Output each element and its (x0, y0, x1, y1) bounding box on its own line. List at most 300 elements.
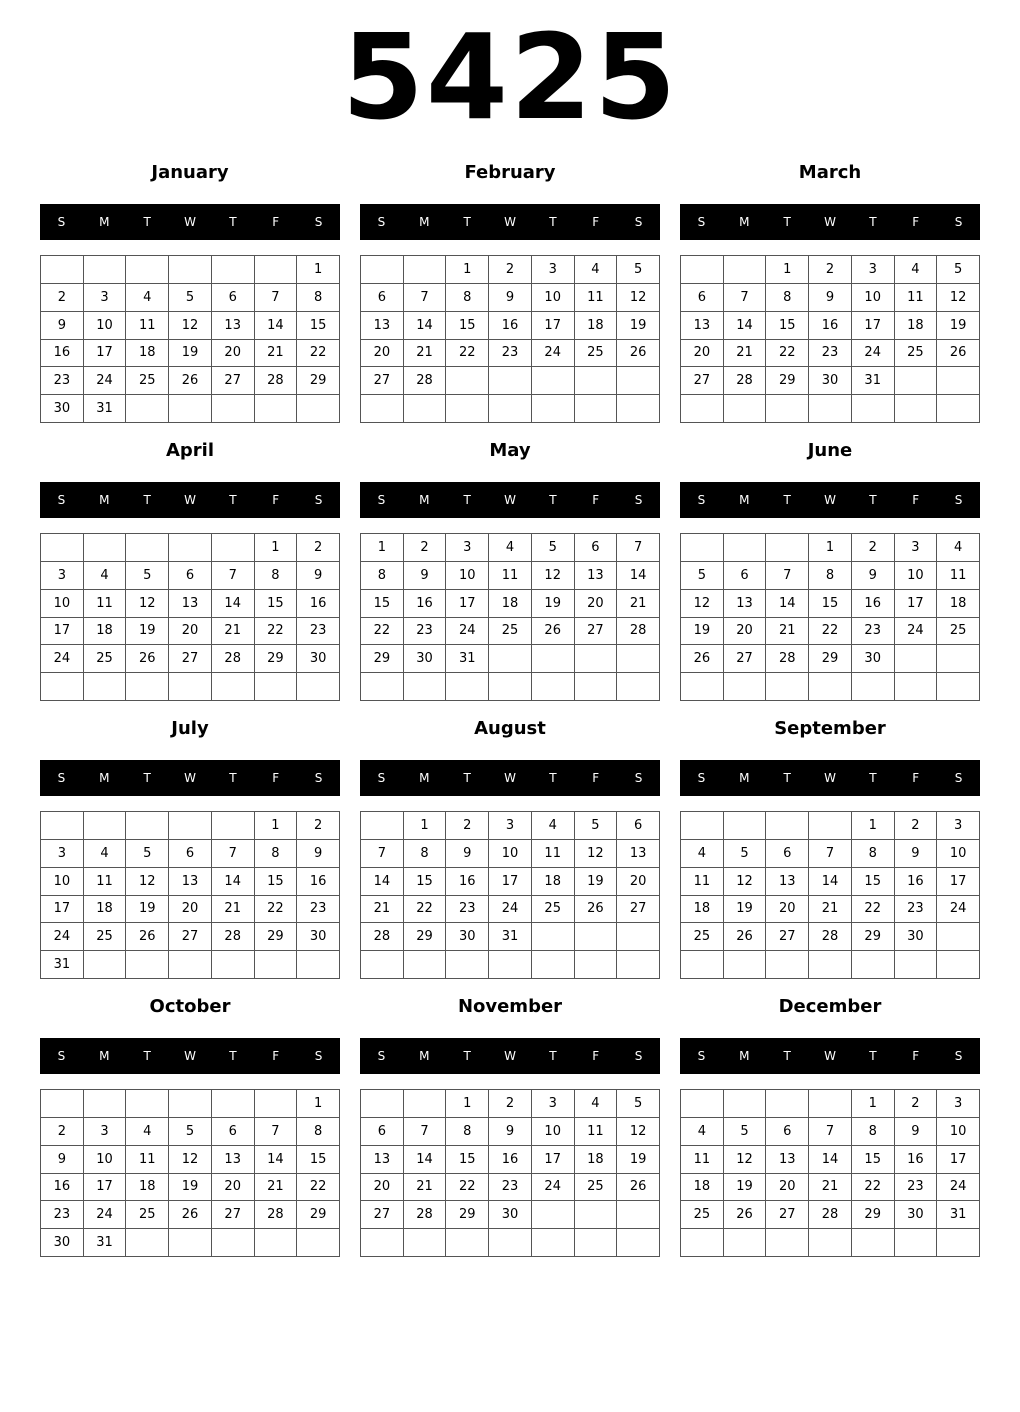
empty-day-cell (255, 256, 298, 284)
day-cell: 23 (895, 1174, 938, 1202)
empty-day-cell (84, 534, 127, 562)
empty-day-cell (84, 1090, 127, 1118)
day-cell: 7 (361, 840, 404, 868)
weekday-label: F (272, 493, 280, 507)
day-cell: 19 (724, 896, 767, 924)
day-cell: 30 (297, 645, 340, 673)
weekday-label: S (377, 1049, 386, 1063)
day-cell: 11 (84, 590, 127, 618)
day-cell: 10 (41, 590, 84, 618)
day-cell: 14 (766, 590, 809, 618)
day-cell: 17 (489, 868, 532, 896)
weekday-label: M (739, 771, 750, 785)
empty-day-cell (169, 951, 212, 979)
weekday-label: M (99, 493, 110, 507)
day-cell: 2 (404, 534, 447, 562)
day-cell: 23 (895, 896, 938, 924)
empty-day-cell (617, 395, 660, 423)
day-cell: 4 (681, 840, 724, 868)
day-cell: 20 (169, 618, 212, 646)
day-cell: 14 (255, 1146, 298, 1174)
day-cell: 4 (84, 562, 127, 590)
empty-day-cell (575, 923, 618, 951)
day-cell: 17 (852, 312, 895, 340)
weekday-label: S (697, 215, 706, 229)
day-cell: 30 (895, 923, 938, 951)
day-cell: 23 (297, 618, 340, 646)
day-cell: 21 (809, 896, 852, 924)
weekday-label: S (697, 771, 706, 785)
day-cell: 8 (297, 284, 340, 312)
weekday-header (680, 760, 980, 796)
empty-day-cell (681, 812, 724, 840)
day-cell: 29 (255, 923, 298, 951)
empty-day-cell (575, 645, 618, 673)
month-february (360, 158, 660, 428)
day-cell: 9 (41, 312, 84, 340)
day-cell: 11 (895, 284, 938, 312)
day-cell: 22 (255, 896, 298, 924)
day-cell: 26 (126, 645, 169, 673)
day-cell: 7 (766, 562, 809, 590)
day-cell: 30 (41, 1229, 84, 1257)
day-cell: 19 (169, 1174, 212, 1202)
day-cell: 8 (361, 562, 404, 590)
day-cell: 24 (532, 340, 575, 368)
day-cell: 19 (126, 618, 169, 646)
day-cell: 11 (681, 1146, 724, 1174)
empty-day-cell (489, 1229, 532, 1257)
day-cell: 19 (532, 590, 575, 618)
day-cell: 6 (766, 1118, 809, 1146)
day-grid (680, 811, 980, 979)
day-cell: 5 (937, 256, 980, 284)
day-cell: 23 (489, 1174, 532, 1202)
month-name: November (457, 996, 563, 1017)
empty-day-cell (809, 395, 852, 423)
empty-day-cell (532, 645, 575, 673)
empty-day-cell (84, 256, 127, 284)
day-cell: 17 (446, 590, 489, 618)
day-cell: 12 (126, 590, 169, 618)
day-cell: 30 (489, 1201, 532, 1229)
weekday-label: F (912, 1049, 920, 1063)
empty-day-cell (297, 951, 340, 979)
empty-day-cell (255, 951, 298, 979)
day-cell: 24 (84, 367, 127, 395)
day-cell: 21 (404, 340, 447, 368)
month-september (680, 714, 980, 984)
day-cell: 23 (404, 618, 447, 646)
day-cell: 3 (41, 562, 84, 590)
day-cell: 27 (766, 1201, 809, 1229)
day-cell: 22 (809, 618, 852, 646)
day-cell: 18 (489, 590, 532, 618)
day-cell: 18 (681, 1174, 724, 1202)
day-cell: 4 (575, 1090, 618, 1118)
day-cell: 5 (532, 534, 575, 562)
day-cell: 17 (895, 590, 938, 618)
day-cell: 8 (446, 284, 489, 312)
empty-day-cell (404, 395, 447, 423)
day-cell: 28 (809, 1201, 852, 1229)
day-cell: 25 (126, 1201, 169, 1229)
day-cell: 5 (724, 1118, 767, 1146)
day-cell: 1 (852, 812, 895, 840)
weekday-label: W (184, 215, 196, 229)
day-cell: 30 (404, 645, 447, 673)
day-cell: 23 (446, 896, 489, 924)
weekday-label: S (954, 493, 963, 507)
day-cell: 16 (895, 1146, 938, 1174)
weekday-label: W (824, 1049, 836, 1063)
empty-day-cell (41, 256, 84, 284)
weekday-header (40, 1038, 340, 1074)
day-cell: 11 (532, 840, 575, 868)
empty-day-cell (766, 673, 809, 701)
day-cell: 10 (532, 284, 575, 312)
empty-day-cell (169, 812, 212, 840)
empty-day-cell (532, 395, 575, 423)
day-cell: 15 (852, 1146, 895, 1174)
day-cell: 14 (404, 1146, 447, 1174)
empty-day-cell (681, 1229, 724, 1257)
day-cell: 20 (617, 868, 660, 896)
empty-day-cell (255, 673, 298, 701)
weekday-header (360, 204, 660, 240)
day-cell: 14 (212, 868, 255, 896)
empty-day-cell (255, 1229, 298, 1257)
empty-day-cell (404, 1229, 447, 1257)
day-cell: 20 (361, 340, 404, 368)
empty-day-cell (41, 812, 84, 840)
weekday-header (360, 760, 660, 796)
empty-day-cell (852, 951, 895, 979)
empty-day-cell (532, 1201, 575, 1229)
month-name: April (165, 440, 215, 461)
day-cell: 3 (532, 1090, 575, 1118)
empty-day-cell (169, 673, 212, 701)
day-cell: 20 (169, 896, 212, 924)
day-cell: 16 (297, 868, 340, 896)
month-march (680, 158, 980, 428)
empty-day-cell (895, 673, 938, 701)
day-cell: 5 (681, 562, 724, 590)
day-cell: 7 (809, 840, 852, 868)
day-cell: 5 (575, 812, 618, 840)
empty-day-cell (126, 951, 169, 979)
day-cell: 18 (937, 590, 980, 618)
weekday-label: F (272, 215, 280, 229)
weekday-label: F (272, 1049, 280, 1063)
day-cell: 7 (404, 284, 447, 312)
day-cell: 24 (532, 1174, 575, 1202)
empty-day-cell (617, 673, 660, 701)
day-cell: 18 (126, 340, 169, 368)
day-cell: 21 (212, 618, 255, 646)
day-cell: 27 (169, 923, 212, 951)
day-cell: 24 (489, 896, 532, 924)
day-cell: 13 (575, 562, 618, 590)
weekday-label: T (229, 493, 237, 507)
empty-day-cell (681, 951, 724, 979)
day-cell: 6 (169, 562, 212, 590)
weekday-label: W (184, 493, 196, 507)
day-cell: 27 (212, 1201, 255, 1229)
empty-day-cell (681, 395, 724, 423)
empty-day-cell (852, 673, 895, 701)
empty-day-cell (446, 395, 489, 423)
empty-day-cell (489, 951, 532, 979)
weekday-label: T (783, 215, 791, 229)
day-cell: 26 (681, 645, 724, 673)
empty-day-cell (489, 645, 532, 673)
day-cell: 23 (809, 340, 852, 368)
day-cell: 21 (255, 340, 298, 368)
weekday-label: S (57, 215, 66, 229)
day-cell: 4 (532, 812, 575, 840)
day-cell: 4 (937, 534, 980, 562)
empty-day-cell (297, 1229, 340, 1257)
empty-day-cell (575, 1229, 618, 1257)
day-cell: 5 (169, 1118, 212, 1146)
day-cell: 2 (852, 534, 895, 562)
day-cell: 30 (852, 645, 895, 673)
day-grid (680, 255, 980, 423)
empty-day-cell (169, 395, 212, 423)
day-cell: 15 (297, 1146, 340, 1174)
day-cell: 16 (41, 340, 84, 368)
day-cell: 7 (404, 1118, 447, 1146)
day-cell: 22 (255, 618, 298, 646)
day-cell: 1 (446, 1090, 489, 1118)
day-cell: 5 (617, 1090, 660, 1118)
day-cell: 18 (681, 896, 724, 924)
month-november (360, 992, 660, 1262)
day-cell: 9 (446, 840, 489, 868)
day-cell: 27 (169, 645, 212, 673)
day-cell: 2 (41, 1118, 84, 1146)
day-cell: 16 (297, 590, 340, 618)
day-cell: 13 (681, 312, 724, 340)
day-cell: 24 (895, 618, 938, 646)
day-cell: 18 (126, 1174, 169, 1202)
day-cell: 22 (446, 340, 489, 368)
day-cell: 4 (126, 284, 169, 312)
empty-day-cell (446, 951, 489, 979)
empty-day-cell (575, 367, 618, 395)
weekday-label: T (229, 215, 237, 229)
weekday-label: M (739, 493, 750, 507)
day-cell: 16 (852, 590, 895, 618)
empty-day-cell (361, 395, 404, 423)
empty-day-cell (361, 951, 404, 979)
day-cell: 1 (404, 812, 447, 840)
empty-day-cell (766, 1090, 809, 1118)
day-cell: 10 (41, 868, 84, 896)
empty-day-cell (724, 534, 767, 562)
day-cell: 29 (766, 367, 809, 395)
empty-day-cell (937, 673, 980, 701)
day-cell: 21 (404, 1174, 447, 1202)
day-cell: 22 (361, 618, 404, 646)
empty-day-cell (126, 812, 169, 840)
day-cell: 12 (724, 868, 767, 896)
day-cell: 1 (255, 812, 298, 840)
weekday-header (360, 1038, 660, 1074)
month-name: July (171, 718, 209, 739)
day-cell: 4 (895, 256, 938, 284)
empty-day-cell (404, 1090, 447, 1118)
empty-day-cell (212, 1090, 255, 1118)
day-cell: 24 (852, 340, 895, 368)
day-cell: 25 (937, 618, 980, 646)
day-cell: 24 (937, 1174, 980, 1202)
day-cell: 17 (532, 1146, 575, 1174)
day-cell: 14 (617, 562, 660, 590)
day-cell: 15 (361, 590, 404, 618)
day-cell: 15 (446, 312, 489, 340)
day-cell: 25 (84, 923, 127, 951)
day-cell: 16 (41, 1174, 84, 1202)
day-cell: 29 (361, 645, 404, 673)
day-cell: 18 (532, 868, 575, 896)
day-cell: 29 (852, 923, 895, 951)
day-cell: 12 (532, 562, 575, 590)
day-grid (40, 811, 340, 979)
day-cell: 28 (617, 618, 660, 646)
day-cell: 21 (809, 1174, 852, 1202)
day-cell: 9 (404, 562, 447, 590)
day-cell: 8 (852, 840, 895, 868)
day-cell: 9 (895, 840, 938, 868)
day-cell: 26 (169, 367, 212, 395)
weekday-label: T (463, 771, 471, 785)
day-cell: 9 (809, 284, 852, 312)
empty-day-cell (404, 951, 447, 979)
day-cell: 21 (766, 618, 809, 646)
day-cell: 16 (809, 312, 852, 340)
empty-day-cell (255, 395, 298, 423)
day-cell: 2 (895, 812, 938, 840)
weekday-label: T (549, 1049, 557, 1063)
weekday-label: S (377, 771, 386, 785)
day-cell: 14 (404, 312, 447, 340)
empty-day-cell (532, 923, 575, 951)
day-cell: 7 (617, 534, 660, 562)
day-cell: 18 (84, 618, 127, 646)
day-cell: 6 (724, 562, 767, 590)
weekday-label: M (419, 215, 430, 229)
day-cell: 30 (809, 367, 852, 395)
day-grid (40, 255, 340, 423)
day-cell: 25 (84, 645, 127, 673)
month-name: February (464, 162, 556, 183)
day-cell: 28 (809, 923, 852, 951)
weekday-header (40, 482, 340, 518)
weekday-label: S (314, 493, 323, 507)
day-cell: 25 (575, 1174, 618, 1202)
weekday-label: T (869, 215, 877, 229)
day-cell: 2 (489, 1090, 532, 1118)
day-cell: 7 (809, 1118, 852, 1146)
day-cell: 31 (41, 951, 84, 979)
empty-day-cell (41, 673, 84, 701)
day-cell: 8 (766, 284, 809, 312)
day-cell: 27 (724, 645, 767, 673)
weekday-label: F (272, 771, 280, 785)
weekday-label: S (954, 215, 963, 229)
empty-day-cell (361, 1090, 404, 1118)
day-cell: 16 (489, 1146, 532, 1174)
day-cell: 21 (361, 896, 404, 924)
day-cell: 19 (681, 618, 724, 646)
day-cell: 25 (575, 340, 618, 368)
day-cell: 20 (766, 896, 809, 924)
day-cell: 10 (489, 840, 532, 868)
day-grid (680, 1089, 980, 1257)
day-cell: 31 (937, 1201, 980, 1229)
weekday-label: W (824, 215, 836, 229)
empty-day-cell (809, 951, 852, 979)
weekday-label: S (954, 1049, 963, 1063)
day-cell: 5 (126, 562, 169, 590)
day-cell: 19 (937, 312, 980, 340)
day-cell: 14 (212, 590, 255, 618)
day-cell: 27 (575, 618, 618, 646)
day-cell: 3 (937, 1090, 980, 1118)
day-cell: 22 (404, 896, 447, 924)
day-cell: 26 (937, 340, 980, 368)
day-cell: 25 (681, 1201, 724, 1229)
weekday-label: S (634, 771, 643, 785)
empty-day-cell (361, 673, 404, 701)
weekday-label: T (143, 215, 151, 229)
empty-day-cell (895, 1229, 938, 1257)
empty-day-cell (895, 395, 938, 423)
empty-day-cell (126, 534, 169, 562)
empty-day-cell (852, 1229, 895, 1257)
day-cell: 29 (809, 645, 852, 673)
day-cell: 13 (766, 868, 809, 896)
empty-day-cell (852, 395, 895, 423)
day-cell: 4 (489, 534, 532, 562)
day-cell: 2 (297, 812, 340, 840)
empty-day-cell (404, 256, 447, 284)
day-cell: 28 (361, 923, 404, 951)
month-name: December (778, 996, 882, 1017)
day-cell: 15 (404, 868, 447, 896)
day-cell: 6 (212, 284, 255, 312)
empty-day-cell (724, 673, 767, 701)
weekday-label: M (99, 771, 110, 785)
day-cell: 25 (126, 367, 169, 395)
empty-day-cell (937, 923, 980, 951)
empty-day-cell (895, 367, 938, 395)
weekday-label: T (143, 771, 151, 785)
empty-day-cell (169, 534, 212, 562)
day-cell: 28 (212, 923, 255, 951)
weekday-label: S (634, 1049, 643, 1063)
day-cell: 26 (724, 1201, 767, 1229)
day-cell: 31 (852, 367, 895, 395)
day-cell: 7 (212, 562, 255, 590)
day-cell: 8 (297, 1118, 340, 1146)
empty-day-cell (766, 534, 809, 562)
day-cell: 29 (297, 1201, 340, 1229)
day-cell: 17 (84, 1174, 127, 1202)
day-cell: 17 (41, 618, 84, 646)
